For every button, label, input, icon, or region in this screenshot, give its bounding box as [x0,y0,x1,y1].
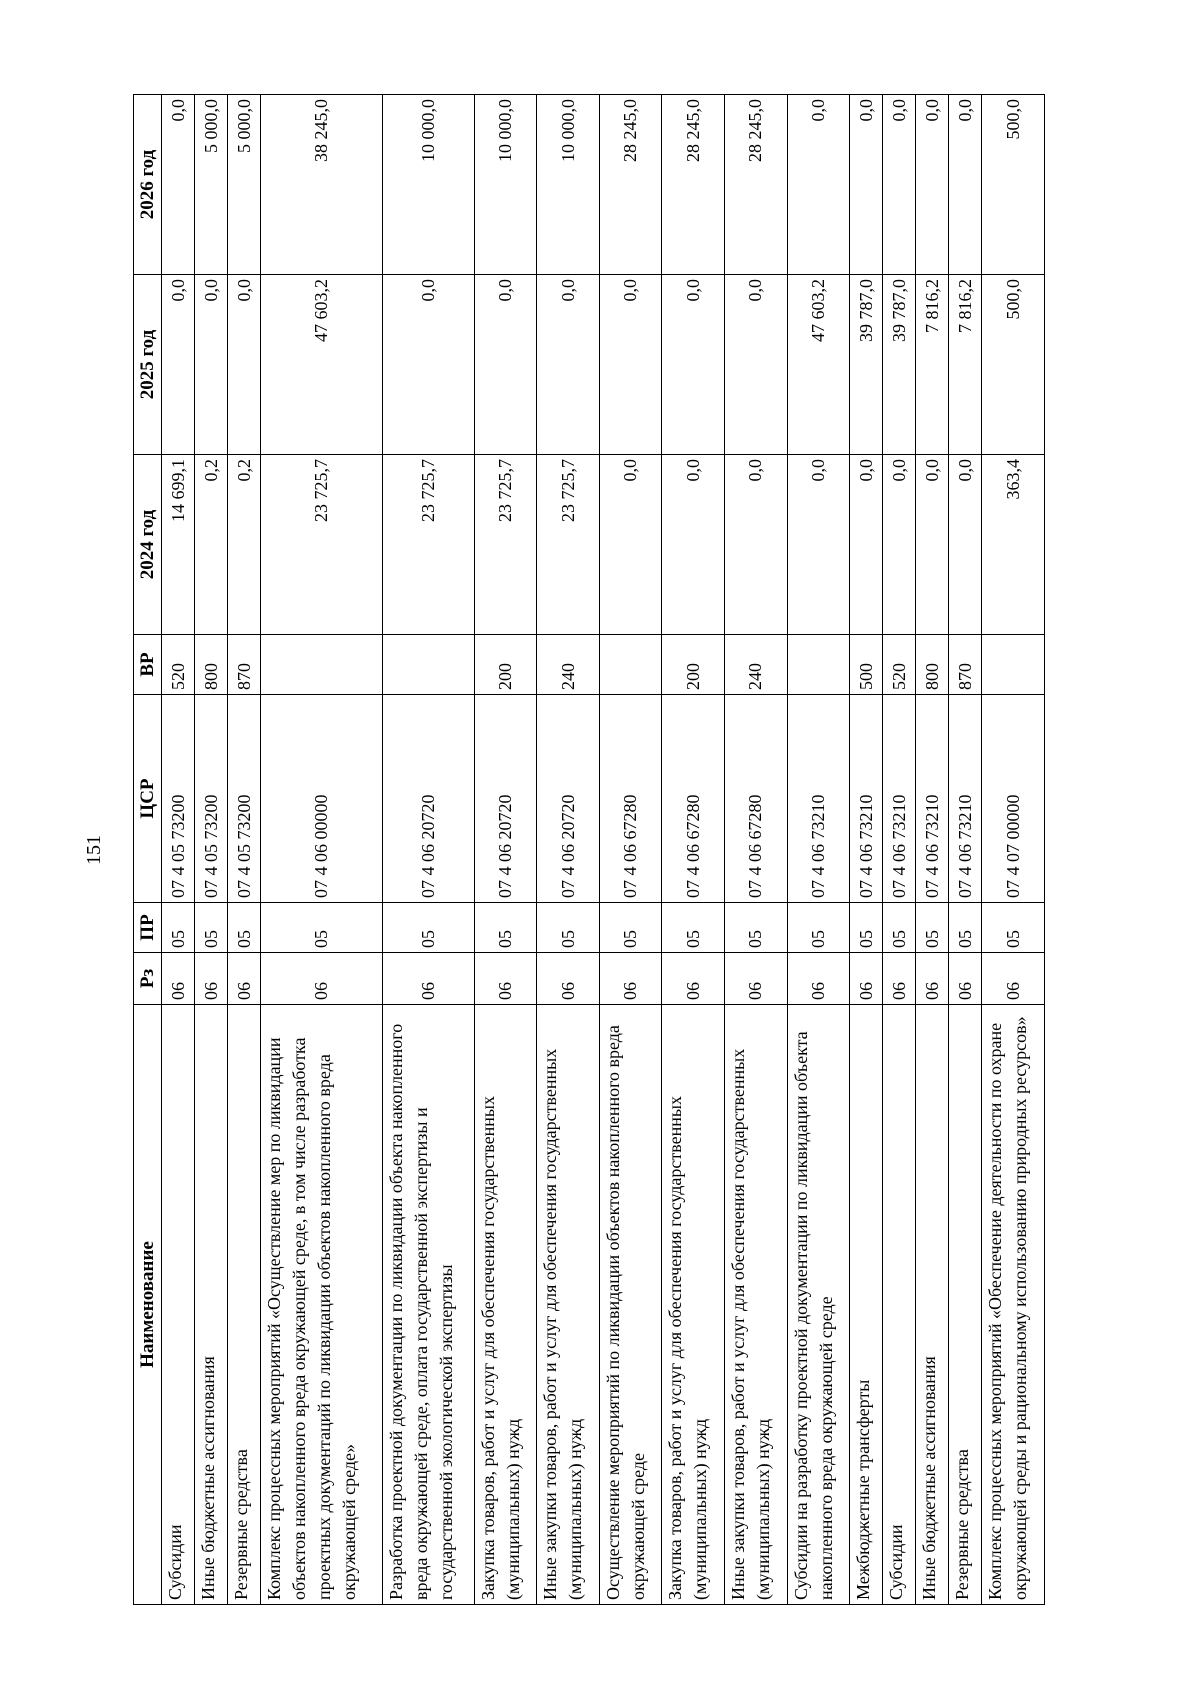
cell-vr: 200 [474,635,537,695]
cell-csr: 07 4 06 20720 [474,695,537,903]
cell-csr: 07 4 07 00000 [982,695,1045,903]
cell-2024: 14 699,1 [162,455,195,635]
cell-rz: 06 [228,953,261,1005]
cell-pr: 05 [916,903,949,953]
cell-2026: 10 000,0 [382,95,474,275]
table-row [662,95,725,1605]
cell-pr: 05 [195,903,228,953]
table-row [474,95,537,1605]
cell-pr: 05 [787,903,850,953]
cell-2024: 0,0 [850,455,883,635]
cell-csr: 07 4 06 73210 [949,695,982,903]
budget-table [133,94,1045,1605]
cell-2026: 38 245,0 [261,95,383,275]
cell-2024: 23 725,7 [261,455,383,635]
cell-name: Субсидии [883,1005,916,1605]
cell-2024: 0,0 [916,455,949,635]
cell-rz: 06 [883,953,916,1005]
cell-2024: 0,0 [599,455,662,635]
cell-rz: 06 [662,953,725,1005]
cell-name: Иные бюджетные ассигнования [916,1005,949,1605]
cell-pr: 05 [883,903,916,953]
cell-csr: 07 4 06 73210 [916,695,949,903]
cell-name: Иные закупки товаров, работ и услуг для обеспечения государственных (муниципальных) нужд [537,1005,600,1605]
table-row [228,95,261,1605]
cell-name: Закупка товаров, работ и услуг для обеспечения государственных (муниципальных) нужд [474,1005,537,1605]
cell-name: Межбюджетные трансферты [850,1005,883,1605]
table-row [949,95,982,1605]
table-row [537,95,600,1605]
cell-2026: 28 245,0 [599,95,662,275]
table-row [982,95,1045,1605]
cell-name: Субсидии на разработку проектной документации по ликвидации объекта накопленного вреда окружающей среде [787,1005,850,1605]
cell-2026: 0,0 [883,95,916,275]
cell-vr [382,635,474,695]
cell-2025: 0,0 [662,275,725,455]
cell-name: Осуществление мероприятий по ликвидации объектов накопленного вреда окружающей среде [599,1005,662,1605]
cell-name: Комплекс процессных мероприятий «Обеспечение деятельности по охране окружающей среды и рациональному использованию природных ресурсов» [982,1005,1045,1605]
cell-vr: 870 [228,635,261,695]
cell-2025: 47 603,2 [787,275,850,455]
cell-vr: 240 [725,635,788,695]
cell-2026: 10 000,0 [537,95,600,275]
cell-pr: 05 [982,903,1045,953]
cell-csr: 07 4 06 73210 [850,695,883,903]
cell-vr: 500 [850,635,883,695]
cell-2024: 0,0 [883,455,916,635]
cell-csr: 07 4 06 73210 [883,695,916,903]
cell-rz: 06 [787,953,850,1005]
cell-rz: 06 [537,953,600,1005]
cell-name: Резервные средства [949,1005,982,1605]
cell-csr: 07 4 06 67280 [725,695,788,903]
cell-name: Резервные средства [228,1005,261,1605]
cell-rz: 06 [382,953,474,1005]
header-2025: 2025 год [134,275,162,455]
cell-csr: 07 4 06 73210 [787,695,850,903]
header-2026: 2026 год [134,95,162,275]
cell-2025: 0,0 [195,275,228,455]
cell-vr: 200 [662,635,725,695]
table-row [787,95,850,1605]
header-csr: ЦСР [134,695,162,903]
cell-2026: 28 245,0 [662,95,725,275]
cell-2026: 0,0 [949,95,982,275]
cell-vr: 520 [883,635,916,695]
cell-rz: 06 [949,953,982,1005]
cell-pr: 05 [228,903,261,953]
table-row [850,95,883,1605]
cell-name: Комплекс процессных мероприятий «Осуществление мер по ликвидации объектов накопленного вреда окружающей среде, в том числе разработка проектных документаций по ликвидации объектов накопленного вреда окружающей среде» [261,1005,383,1605]
cell-vr [982,635,1045,695]
cell-2024: 0,2 [228,455,261,635]
cell-rz: 06 [162,953,195,1005]
cell-2025: 0,0 [599,275,662,455]
cell-2025: 39 787,0 [850,275,883,455]
cell-2024: 363,4 [982,455,1045,635]
cell-pr: 05 [949,903,982,953]
cell-vr: 870 [949,635,982,695]
header-vr: ВР [134,635,162,695]
cell-csr: 07 4 06 00000 [261,695,383,903]
header-name: Наименование [134,1005,162,1605]
cell-2025: 7 816,2 [916,275,949,455]
cell-2024: 0,0 [662,455,725,635]
cell-name: Закупка товаров, работ и услуг для обеспечения государственных (муниципальных) нужд [662,1005,725,1605]
cell-rz: 06 [195,953,228,1005]
cell-2024: 23 725,7 [382,455,474,635]
cell-rz: 06 [982,953,1045,1005]
header-pr: ПР [134,903,162,953]
cell-vr [261,635,383,695]
cell-2026: 0,0 [162,95,195,275]
cell-2026: 0,0 [850,95,883,275]
cell-2024: 0,2 [195,455,228,635]
cell-2025: 0,0 [725,275,788,455]
cell-2024: 0,0 [787,455,850,635]
cell-pr: 05 [850,903,883,953]
cell-rz: 06 [916,953,949,1005]
cell-2026: 5 000,0 [228,95,261,275]
cell-csr: 07 4 06 20720 [537,695,600,903]
cell-2025: 7 816,2 [949,275,982,455]
cell-2026: 500,0 [982,95,1045,275]
cell-pr: 05 [662,903,725,953]
cell-csr: 07 4 05 73200 [228,695,261,903]
table-row [599,95,662,1605]
cell-2026: 10 000,0 [474,95,537,275]
cell-2025: 0,0 [474,275,537,455]
header-row [134,95,162,1605]
cell-pr: 05 [725,903,788,953]
table-row [725,95,788,1605]
cell-csr: 07 4 06 67280 [662,695,725,903]
cell-name: Иные закупки товаров, работ и услуг для обеспечения государственных (муниципальных) нужд [725,1005,788,1605]
cell-2024: 0,0 [949,455,982,635]
cell-2025: 500,0 [982,275,1045,455]
cell-2025: 0,0 [537,275,600,455]
cell-rz: 06 [599,953,662,1005]
cell-rz: 06 [850,953,883,1005]
cell-pr: 05 [162,903,195,953]
table-row [883,95,916,1605]
cell-vr: 520 [162,635,195,695]
cell-vr: 800 [916,635,949,695]
cell-pr: 05 [382,903,474,953]
header-2024: 2024 год [134,455,162,635]
table-row [261,95,383,1605]
table-row [382,95,474,1605]
cell-rz: 06 [474,953,537,1005]
cell-pr: 05 [261,903,383,953]
cell-2025: 0,0 [382,275,474,455]
rotated-table-container [133,95,1045,1605]
cell-pr: 05 [537,903,600,953]
table-row [162,95,195,1605]
cell-csr: 07 4 06 67280 [599,695,662,903]
cell-vr: 800 [195,635,228,695]
cell-pr: 05 [599,903,662,953]
cell-rz: 06 [261,953,383,1005]
cell-2026: 0,0 [787,95,850,275]
cell-pr: 05 [474,903,537,953]
cell-vr: 240 [537,635,600,695]
cell-2026: 28 245,0 [725,95,788,275]
cell-name: Субсидии [162,1005,195,1605]
cell-rz: 06 [725,953,788,1005]
cell-vr [599,635,662,695]
cell-2025: 47 603,2 [261,275,383,455]
cell-2024: 0,0 [725,455,788,635]
table-row [916,95,949,1605]
cell-csr: 07 4 05 73200 [195,695,228,903]
cell-vr [787,635,850,695]
cell-csr: 07 4 06 20720 [382,695,474,903]
cell-2025: 39 787,0 [883,275,916,455]
cell-2024: 23 725,7 [474,455,537,635]
cell-2026: 5 000,0 [195,95,228,275]
cell-2026: 0,0 [916,95,949,275]
cell-2025: 0,0 [228,275,261,455]
page-number: 151 [83,835,105,865]
cell-name: Иные бюджетные ассигнования [195,1005,228,1605]
cell-2025: 0,0 [162,275,195,455]
cell-csr: 07 4 05 73200 [162,695,195,903]
table-row [195,95,228,1605]
cell-name: Разработка проектной документации по ликвидации объекта накопленного вреда окружающей среде, оплата государственной экспертизы и государственной экологической экспертизы [382,1005,474,1605]
cell-2024: 23 725,7 [537,455,600,635]
header-rz: Рз [134,953,162,1005]
